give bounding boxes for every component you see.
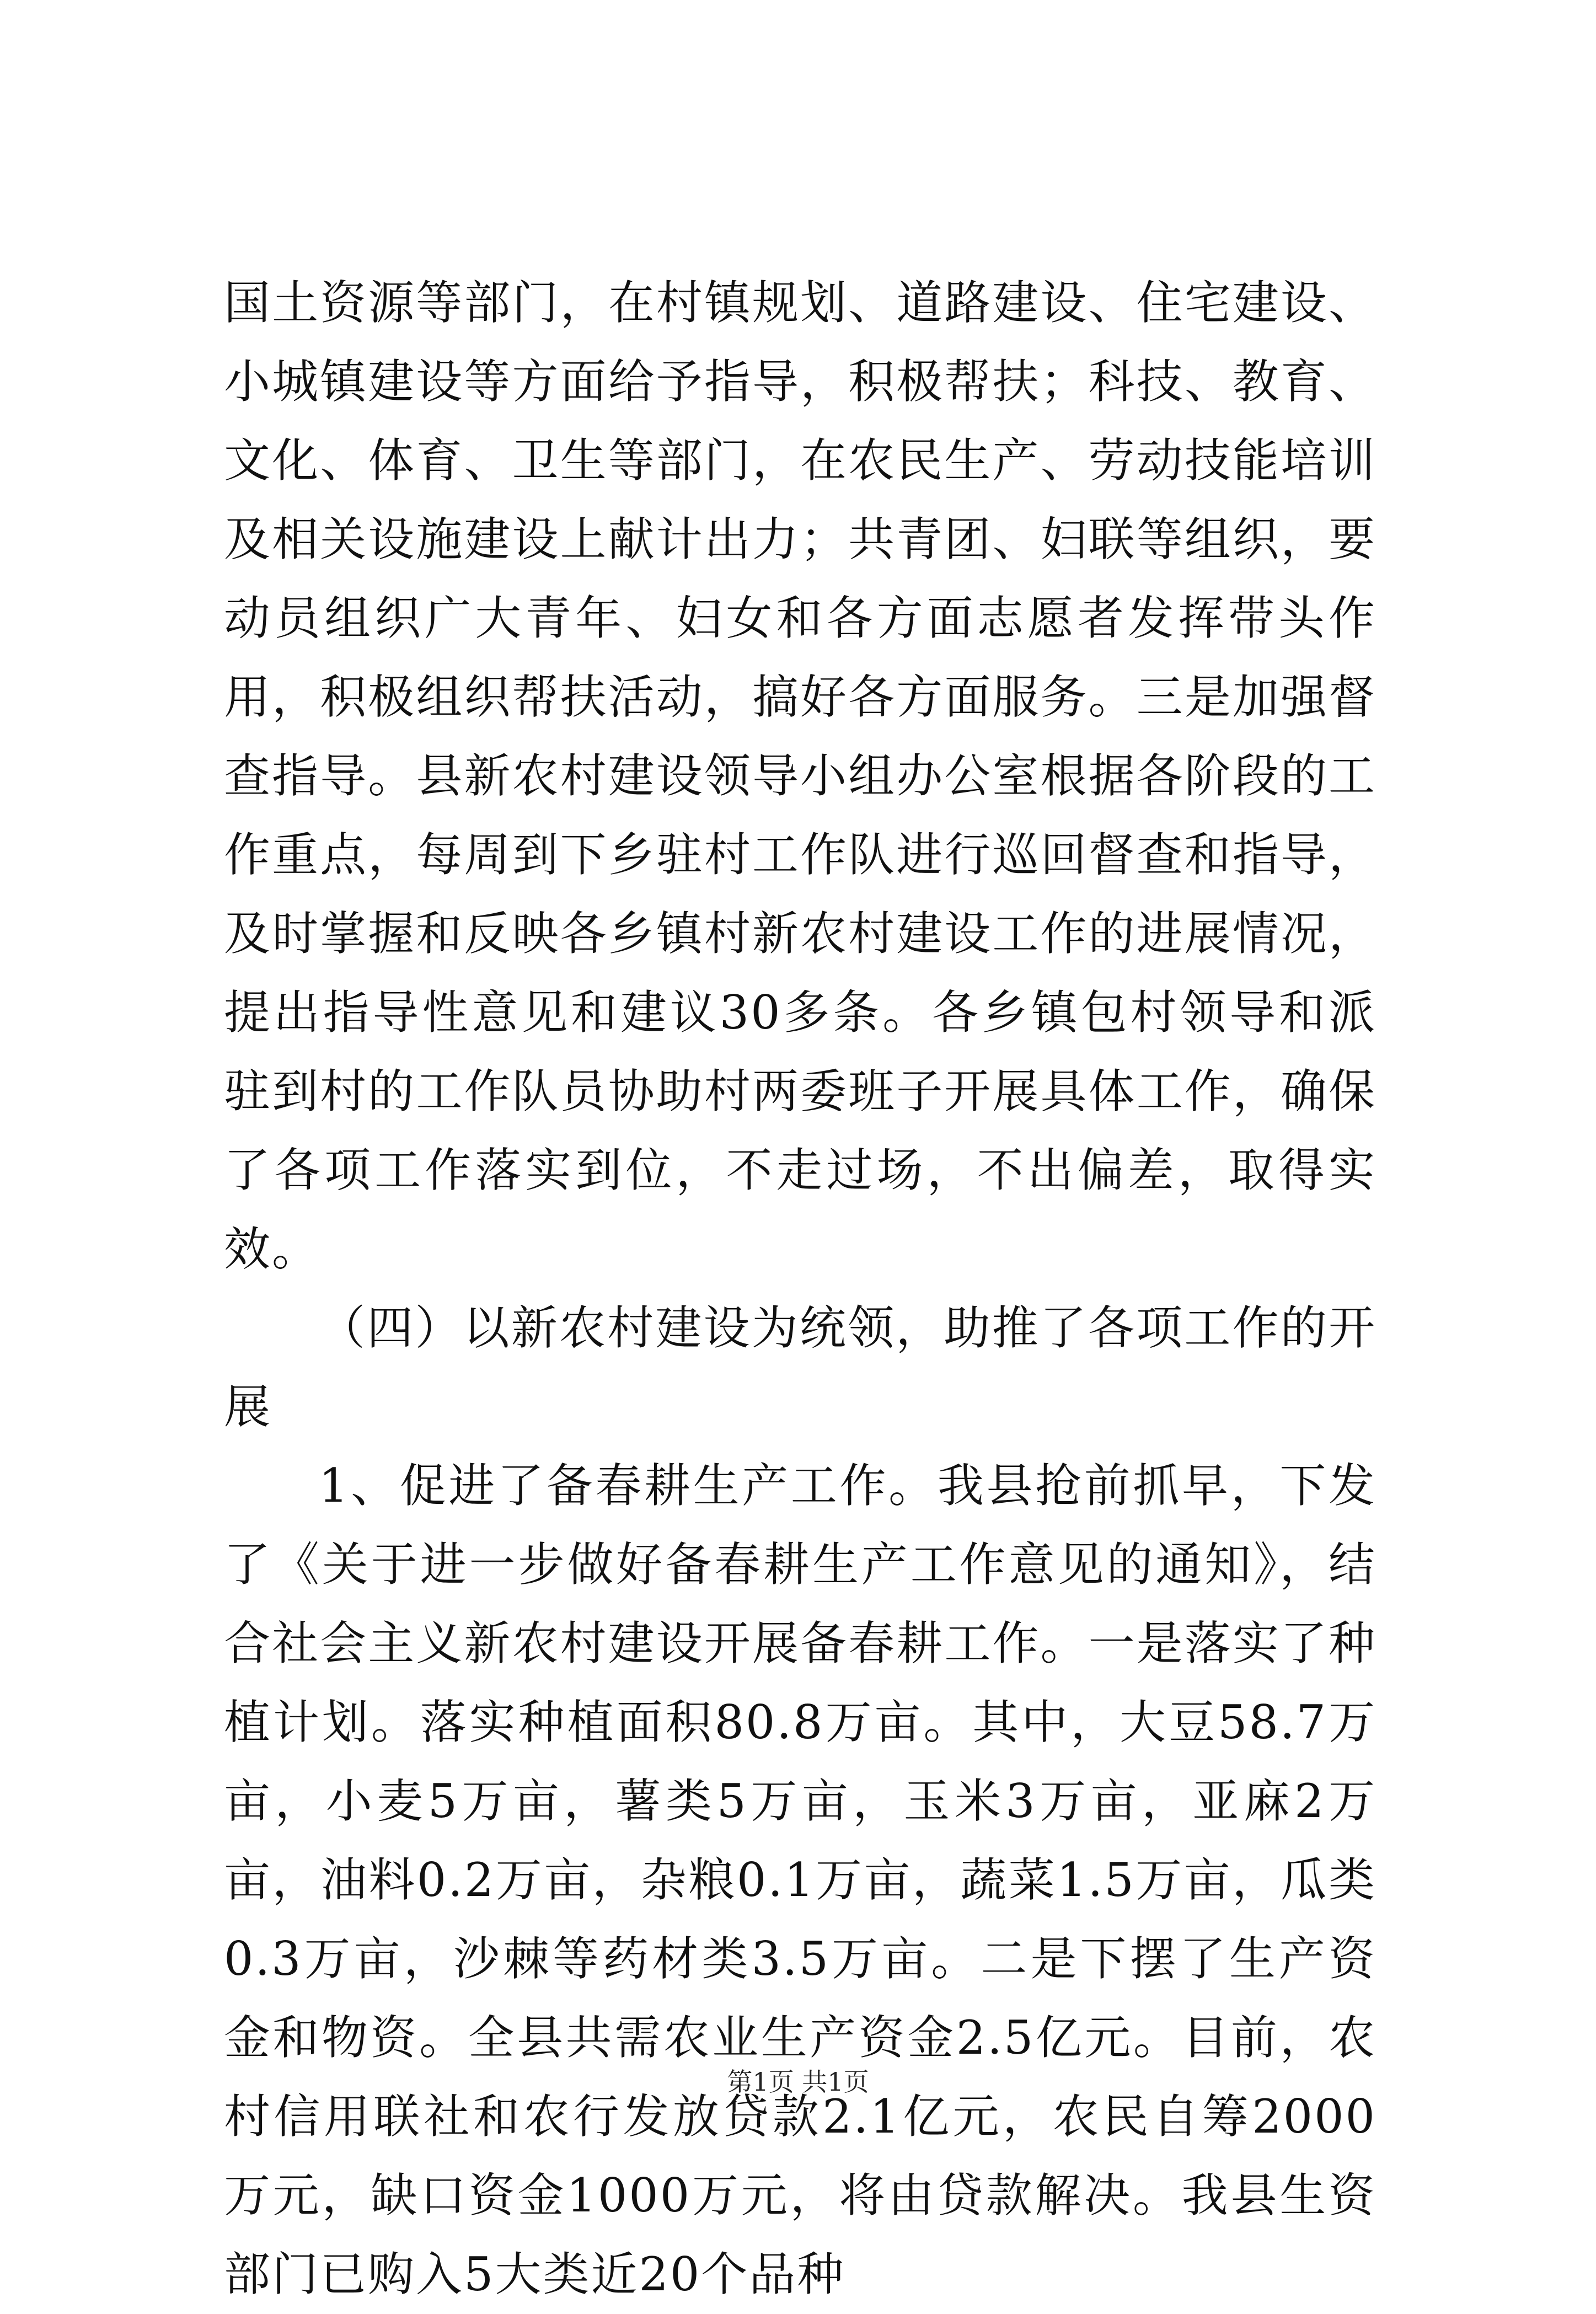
page-footer: 第1页 共1页 [727, 2067, 869, 2097]
paragraph-spring-farming: 1、促进了备春耕生产工作。我县抢前抓早，下发了《关于进一步做好备春耕生产工作意见的通知》，结合社会主义新农村建设开展备春耕工作。一是落实了种植计划。落实种植面积80.8万亩。其中，大豆58.7万亩，小麦5万亩，薯类5万亩，玉米3万亩，亚麻2万亩，油料0.2万亩，杂粮0.1万亩，蔬菜1.5万亩，瓜类0.3万亩，沙棘等药材类3.5万亩。二是下摆了生产资金和物资。全县共需农业生产资金2.5亿元。目前，农村信用联社和农行发放贷款2.1亿元，农民自筹2000万元，缺口资金1000万元，将由贷款解决。我县生资部门已购入5大类近20个品种 [224, 1459, 1377, 2301]
paragraph-supervision: 国土资源等部门，在村镇规划、道路建设、住宅建设、小城镇建设等方面给予指导，积极帮扶；科技、教育、文化、体育、卫生等部门，在农民生产、劳动技能培训及相关设施建设上献计出力；共青团、妇联等组织，要动员组织广大青年、妇女和各方面志愿者发挥带头作用，积极组织帮扶活动，搞好各方面服务。三是加强督查指导。县新农村建设领导小组办公室根据各阶段的工作重点，每周到下乡驻村工作队进行巡回督查和指导，及时掌握和反映各乡镇村新农村建设工作的进展情况，提出指导性意见和建议30多条。各乡镇包村领导和派驻到村的工作队员协助村两委班子开展具体工作，确保了各项工作落实到位，不走过场，不出偏差，取得实效。 [224, 276, 1377, 1276]
document-body [224, 264, 1377, 2314]
section-heading-four: （四）以新农村建设为统领，助推了各项工作的开展 [224, 1301, 1377, 1434]
